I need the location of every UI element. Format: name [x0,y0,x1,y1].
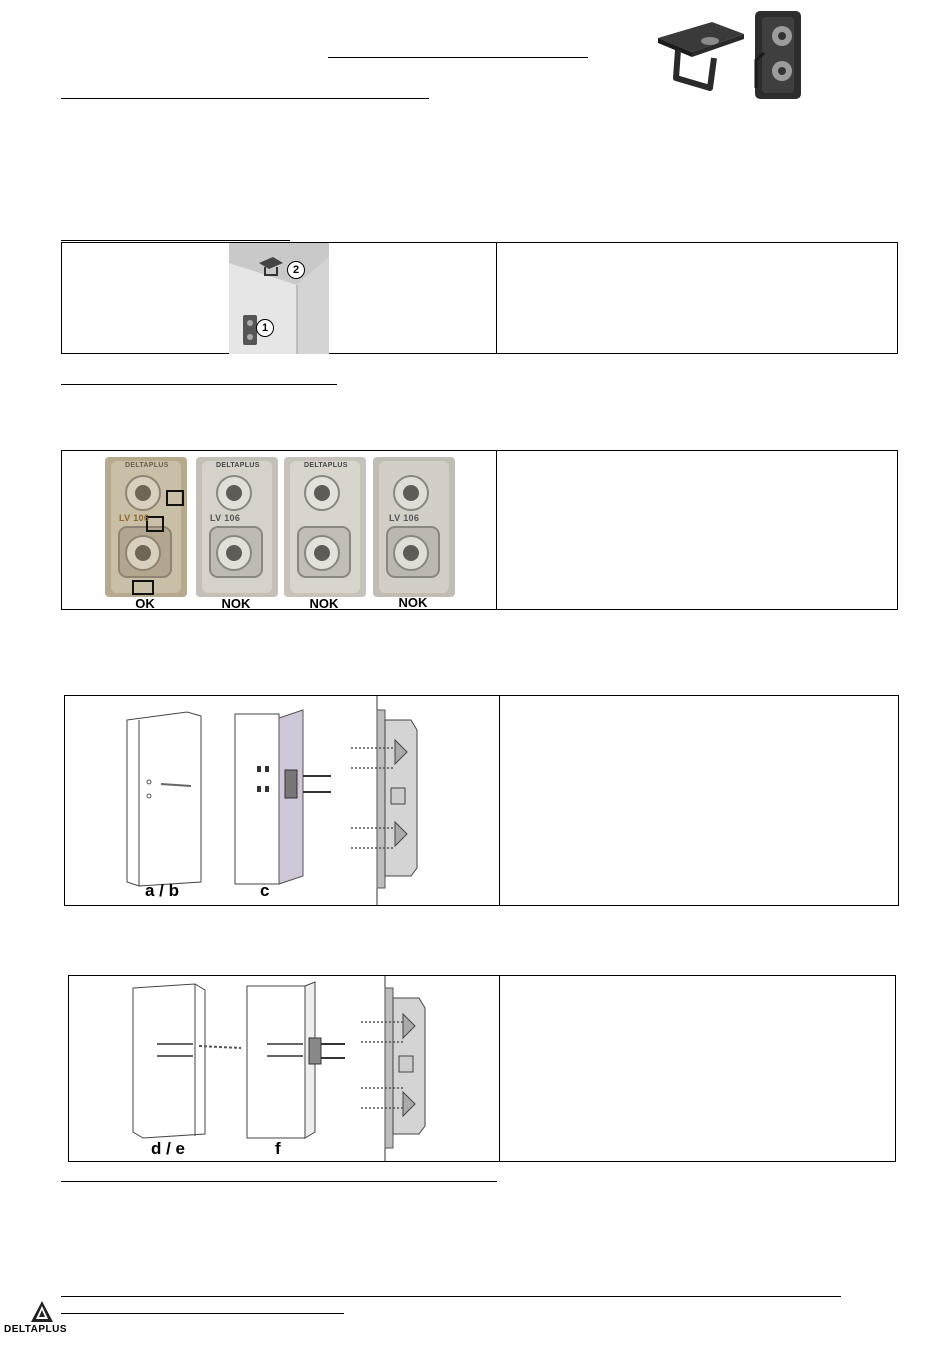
plate-label-2: NOK [221,596,251,611]
step-label-f: f [275,1139,281,1158]
installation-photo [229,243,329,354]
figure-box-1 [61,242,898,354]
figure-box-2-divider [496,451,497,609]
plate-label-4: NOK [398,595,428,610]
plate-text-2: LV 106 [210,513,241,523]
heading-rule-3 [61,384,337,385]
plate-photo-3 [284,457,366,597]
figure-box-4 [68,975,896,1162]
footer-rule-long [61,1296,841,1297]
step-label-c: c [260,881,270,900]
step-label-de: d / e [151,1139,186,1158]
heading-rule-2 [61,240,290,241]
plate-label-1: OK [135,596,155,611]
plate-photo-2 [196,457,278,597]
plate-photo-4 [373,457,455,597]
figure-box-2 [61,450,898,610]
figure-box-1-divider [496,243,497,353]
plate-text-4: LV 106 [389,513,420,523]
step-label-ab: a / b [145,881,180,900]
logo-text: DELTAPLUS [4,1324,68,1335]
plate-brand-2: DELTAPLUS [216,462,260,469]
figure-box-3 [64,695,899,906]
wall-mount-drawing [65,696,499,905]
callout-1: 1 [256,319,274,337]
plate-photo-1 [105,457,187,597]
figure-box-3-divider [499,696,500,905]
heading-rule-1 [61,98,429,99]
ceiling-mount-drawing [69,976,499,1161]
title-rule [328,57,588,58]
plate-brand-3: DELTAPLUS [304,462,348,469]
callout-2: 2 [287,261,305,279]
deltaplus-logo [4,1300,80,1336]
figure-box-4-divider [499,976,500,1161]
heading-rule-4 [61,1181,497,1182]
plate-label-3: NOK [309,596,339,611]
plate-brand-1: DELTAPLUS [125,462,169,469]
plate-text-1: LV 106 [119,513,150,523]
product-image [652,8,812,103]
footer-rule-short [61,1313,344,1314]
